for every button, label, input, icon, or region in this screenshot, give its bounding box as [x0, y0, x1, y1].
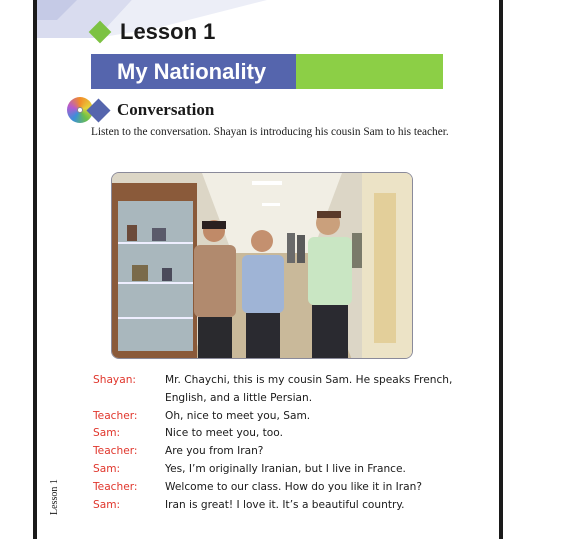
banner-title: My Nationality: [117, 58, 267, 84]
lesson-label: Lesson 1: [120, 19, 216, 44]
dialogue-line: [93, 443, 493, 461]
speaker-label: Teacher:: [93, 445, 138, 458]
speech-text: Oh, nice to meet you, Sam.: [165, 409, 311, 422]
speaker-label: Sam:: [93, 498, 121, 511]
speech-text: Iran is great! I love it. It’s a beautiful country.: [165, 498, 405, 511]
side-lesson-label: Lesson 1: [49, 479, 60, 515]
section-instructions: Listen to the conversation. Shayan is introducing his cousin Sam to his teacher.: [91, 126, 449, 138]
section-title: Conversation: [117, 100, 215, 119]
banner-green-block: [296, 54, 443, 89]
dialogue-line: [93, 408, 493, 426]
green-diamond-icon: [89, 21, 112, 44]
speaker-label: Teacher:: [93, 480, 138, 493]
lesson-heading: [90, 18, 215, 46]
conversation-photo: [111, 172, 413, 359]
speaker-label: Sam:: [93, 427, 121, 440]
dialogue-line: [93, 425, 493, 443]
speech-text: Nice to meet you, too.: [165, 427, 283, 440]
dialogue-line: [93, 479, 493, 497]
speaker-label: Sam:: [93, 462, 121, 475]
section-heading: [67, 96, 214, 124]
dialogue-line: [93, 461, 493, 479]
page-right-border: [499, 0, 503, 539]
lesson-title-banner: [91, 54, 443, 89]
dialogue-line: [93, 372, 493, 408]
page-left-border: [33, 0, 37, 539]
speech-text: Mr. Chaychi, this is my cousin Sam. He speaks French, English, and a little Persian.: [165, 374, 453, 404]
speaker-label: Shayan:: [93, 374, 136, 386]
banner-blue-block: [91, 54, 296, 89]
speech-text: Are you from Iran?: [165, 445, 264, 458]
dialogue: [93, 372, 493, 514]
dialogue-line: [93, 497, 493, 515]
speech-text: Yes, I’m originally Iranian, but I live in France.: [165, 462, 406, 475]
speaker-label: Teacher:: [93, 409, 138, 422]
speech-text: Welcome to our class. How do you like it in Iran?: [165, 480, 422, 493]
